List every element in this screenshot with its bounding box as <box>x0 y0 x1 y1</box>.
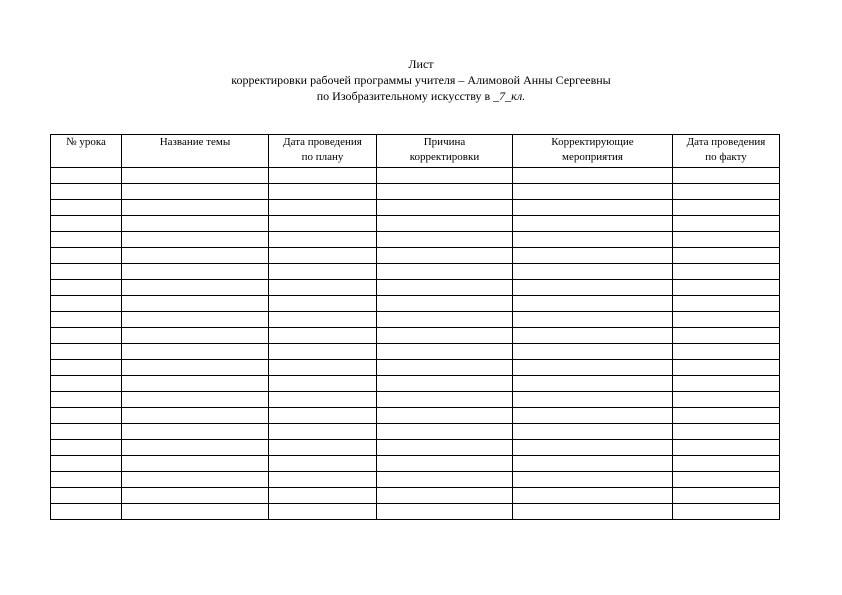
table-body <box>51 168 780 520</box>
cell-correction-reason <box>377 232 513 248</box>
cell-corrective-measures <box>513 408 673 424</box>
cell-topic-name <box>122 344 269 360</box>
header-actual-date: Дата проведения по факту <box>673 135 780 168</box>
table-row <box>51 440 780 456</box>
cell-corrective-measures <box>513 360 673 376</box>
subject-line <box>0 88 842 104</box>
table-row <box>51 376 780 392</box>
cell-lesson-number <box>51 360 122 376</box>
cell-actual-date <box>673 280 780 296</box>
cell-actual-date <box>673 456 780 472</box>
cell-lesson-number <box>51 392 122 408</box>
subject-text: по Изобразительному искусству в _ <box>316 89 500 103</box>
cell-lesson-number <box>51 344 122 360</box>
cell-lesson-number <box>51 248 122 264</box>
table-row <box>51 328 780 344</box>
cell-lesson-number <box>51 216 122 232</box>
document-heading <box>0 56 842 104</box>
cell-correction-reason <box>377 472 513 488</box>
cell-lesson-number <box>51 472 122 488</box>
cell-lesson-number <box>51 328 122 344</box>
table-row <box>51 184 780 200</box>
cell-topic-name <box>122 264 269 280</box>
cell-planned-date <box>269 296 377 312</box>
cell-lesson-number <box>51 200 122 216</box>
cell-topic-name <box>122 456 269 472</box>
cell-planned-date <box>269 248 377 264</box>
cell-lesson-number <box>51 184 122 200</box>
cell-correction-reason <box>377 360 513 376</box>
cell-topic-name <box>122 408 269 424</box>
cell-corrective-measures <box>513 248 673 264</box>
table-row <box>51 168 780 184</box>
cell-correction-reason <box>377 200 513 216</box>
table-row <box>51 408 780 424</box>
cell-correction-reason <box>377 264 513 280</box>
cell-actual-date <box>673 360 780 376</box>
cell-topic-name <box>122 392 269 408</box>
cell-planned-date <box>269 216 377 232</box>
header-planned-date: Дата проведения по плану <box>269 135 377 168</box>
cell-corrective-measures <box>513 200 673 216</box>
cell-corrective-measures <box>513 392 673 408</box>
cell-planned-date <box>269 328 377 344</box>
cell-topic-name <box>122 376 269 392</box>
cell-corrective-measures <box>513 344 673 360</box>
cell-corrective-measures <box>513 424 673 440</box>
cell-correction-reason <box>377 184 513 200</box>
cell-actual-date <box>673 392 780 408</box>
table-header-row <box>51 135 780 168</box>
cell-topic-name <box>122 296 269 312</box>
cell-actual-date <box>673 376 780 392</box>
cell-correction-reason <box>377 312 513 328</box>
cell-correction-reason <box>377 168 513 184</box>
sheet-title: Лист <box>408 57 434 71</box>
cell-planned-date <box>269 472 377 488</box>
cell-actual-date <box>673 424 780 440</box>
cell-corrective-measures <box>513 328 673 344</box>
table-row <box>51 296 780 312</box>
cell-actual-date <box>673 504 780 520</box>
cell-corrective-measures <box>513 472 673 488</box>
cell-correction-reason <box>377 328 513 344</box>
cell-correction-reason <box>377 424 513 440</box>
cell-corrective-measures <box>513 216 673 232</box>
cell-planned-date <box>269 504 377 520</box>
cell-planned-date <box>269 312 377 328</box>
cell-lesson-number <box>51 408 122 424</box>
cell-topic-name <box>122 424 269 440</box>
header-lesson-number: № урока <box>51 135 122 168</box>
cell-actual-date <box>673 168 780 184</box>
cell-planned-date <box>269 200 377 216</box>
cell-topic-name <box>122 360 269 376</box>
cell-planned-date <box>269 456 377 472</box>
header-correction-reason: Причина корректировки <box>377 135 513 168</box>
cell-topic-name <box>122 504 269 520</box>
cell-topic-name <box>122 312 269 328</box>
cell-topic-name <box>122 472 269 488</box>
cell-correction-reason <box>377 248 513 264</box>
cell-lesson-number <box>51 296 122 312</box>
cell-corrective-measures <box>513 312 673 328</box>
cell-planned-date <box>269 264 377 280</box>
cell-correction-reason <box>377 504 513 520</box>
cell-topic-name <box>122 280 269 296</box>
cell-topic-name <box>122 200 269 216</box>
cell-lesson-number <box>51 232 122 248</box>
cell-topic-name <box>122 168 269 184</box>
cell-actual-date <box>673 184 780 200</box>
cell-planned-date <box>269 184 377 200</box>
cell-corrective-measures <box>513 232 673 248</box>
cell-lesson-number <box>51 264 122 280</box>
table-row <box>51 264 780 280</box>
sheet-subtitle: корректировки рабочей программы учителя – Алимовой Анны Сергеевны <box>231 73 611 87</box>
table-row <box>51 504 780 520</box>
cell-corrective-measures <box>513 296 673 312</box>
cell-correction-reason <box>377 296 513 312</box>
cell-correction-reason <box>377 216 513 232</box>
cell-actual-date <box>673 312 780 328</box>
cell-actual-date <box>673 440 780 456</box>
table-row <box>51 344 780 360</box>
cell-actual-date <box>673 200 780 216</box>
cell-actual-date <box>673 296 780 312</box>
cell-correction-reason <box>377 408 513 424</box>
cell-planned-date <box>269 344 377 360</box>
cell-corrective-measures <box>513 456 673 472</box>
cell-topic-name <box>122 232 269 248</box>
cell-correction-reason <box>377 440 513 456</box>
cell-planned-date <box>269 392 377 408</box>
cell-actual-date <box>673 216 780 232</box>
table-row <box>51 472 780 488</box>
table-row <box>51 360 780 376</box>
table-row <box>51 312 780 328</box>
cell-actual-date <box>673 344 780 360</box>
cell-correction-reason <box>377 280 513 296</box>
table-row <box>51 488 780 504</box>
cell-corrective-measures <box>513 376 673 392</box>
cell-actual-date <box>673 264 780 280</box>
cell-planned-date <box>269 424 377 440</box>
table-row <box>51 456 780 472</box>
cell-lesson-number <box>51 424 122 440</box>
cell-lesson-number <box>51 312 122 328</box>
cell-correction-reason <box>377 376 513 392</box>
table-row <box>51 424 780 440</box>
cell-planned-date <box>269 232 377 248</box>
cell-planned-date <box>269 440 377 456</box>
cell-topic-name <box>122 488 269 504</box>
cell-corrective-measures <box>513 440 673 456</box>
cell-planned-date <box>269 488 377 504</box>
table-row <box>51 216 780 232</box>
correction-table <box>50 134 780 520</box>
cell-planned-date <box>269 280 377 296</box>
cell-actual-date <box>673 248 780 264</box>
class-number: 7_кл. <box>499 89 526 103</box>
cell-correction-reason <box>377 344 513 360</box>
cell-planned-date <box>269 168 377 184</box>
cell-topic-name <box>122 184 269 200</box>
cell-actual-date <box>673 328 780 344</box>
cell-topic-name <box>122 216 269 232</box>
cell-planned-date <box>269 408 377 424</box>
table-row <box>51 392 780 408</box>
cell-lesson-number <box>51 376 122 392</box>
cell-correction-reason <box>377 392 513 408</box>
cell-correction-reason <box>377 456 513 472</box>
cell-actual-date <box>673 232 780 248</box>
header-corrective-measures: Корректирующие мероприятия <box>513 135 673 168</box>
cell-corrective-measures <box>513 184 673 200</box>
cell-planned-date <box>269 360 377 376</box>
cell-corrective-measures <box>513 488 673 504</box>
table-row <box>51 280 780 296</box>
cell-actual-date <box>673 472 780 488</box>
cell-planned-date <box>269 376 377 392</box>
cell-lesson-number <box>51 504 122 520</box>
cell-actual-date <box>673 408 780 424</box>
cell-lesson-number <box>51 168 122 184</box>
header-topic-name: Название темы <box>122 135 269 168</box>
cell-correction-reason <box>377 488 513 504</box>
cell-topic-name <box>122 248 269 264</box>
cell-corrective-measures <box>513 504 673 520</box>
cell-corrective-measures <box>513 168 673 184</box>
cell-lesson-number <box>51 488 122 504</box>
table-row <box>51 200 780 216</box>
cell-lesson-number <box>51 440 122 456</box>
cell-topic-name <box>122 440 269 456</box>
cell-lesson-number <box>51 280 122 296</box>
cell-lesson-number <box>51 456 122 472</box>
cell-corrective-measures <box>513 280 673 296</box>
cell-actual-date <box>673 488 780 504</box>
cell-corrective-measures <box>513 264 673 280</box>
cell-topic-name <box>122 328 269 344</box>
table-row <box>51 232 780 248</box>
table-row <box>51 248 780 264</box>
